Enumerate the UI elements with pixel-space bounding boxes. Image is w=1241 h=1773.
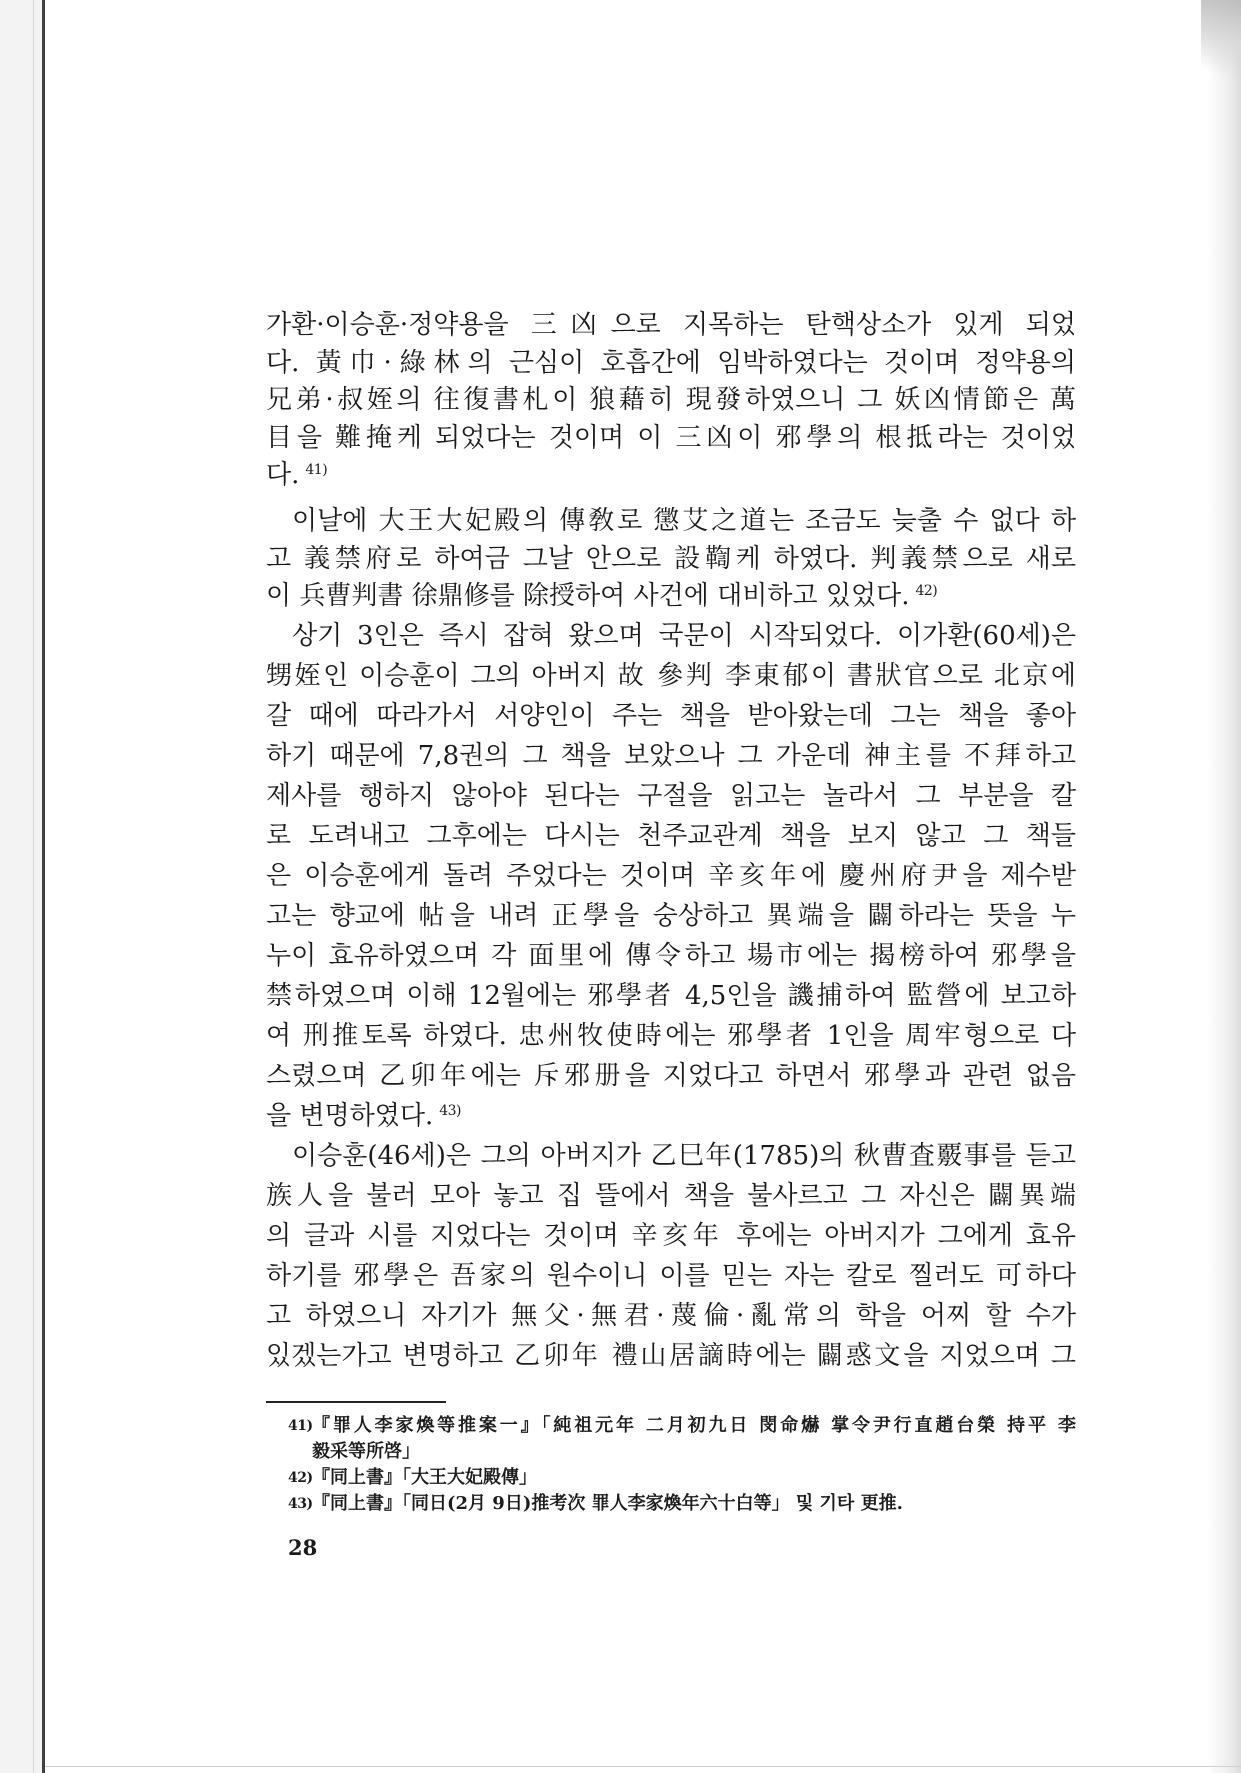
text-line-content: 다. (266, 460, 300, 490)
text-line-content: 을 변명하였다. (266, 1101, 434, 1131)
text-line: 이승훈(46세)은 그의 아버지가 乙巳年(1785)의 秋曹査覈事를 듣고 (292, 1141, 1076, 1171)
page-edge-right (1207, 0, 1241, 1773)
footnote-mark: 43) (288, 1496, 313, 1512)
footnote (288, 1413, 1076, 1439)
text-line: 갈 때에 따라가서 서양인이 주는 책을 받아왔는데 그는 책을 좋아 (266, 701, 1076, 731)
text-line (266, 1096, 1076, 1136)
paragraph (266, 1136, 1076, 1376)
footnote-ref: 41) (305, 462, 328, 478)
text-line: 禁하였으며 이해 12월에는 邪學者 4,5인을 譏捕하여 監營에 보고하 (266, 981, 1076, 1011)
footnote-mark: 41) (288, 1418, 313, 1434)
page-edge-left (42, 0, 45, 1773)
text-line: 이날에 大王大妃殿의 傳敎로 懲艾之道는 조금도 늦출 수 없다 하 (292, 506, 1076, 536)
text-line: 제사를 행하지 않아야 된다는 구절을 읽고는 놀라서 그 부분을 칼 (266, 781, 1076, 811)
text-line: 고는 향교에 帖을 내려 正學을 숭상하고 異端을 闢하라는 뜻을 누 (266, 901, 1076, 931)
text-line: 族人을 불러 모아 놓고 집 뜰에서 책을 불사르고 그 자신은 闢異端 (266, 1181, 1076, 1211)
text-line: 의 글과 시를 지었다는 것이며 辛亥年 후에는 아버지가 그에게 효유 (266, 1221, 1076, 1251)
footnote-ref: 42) (915, 583, 938, 599)
footnotes (288, 1413, 1076, 1517)
footnote-text: 『罪人李家煥等推案一』「純祖元年 二月初九日 閔命爀 掌令尹行直趙台榮 持平 李 (312, 1415, 1076, 1436)
footnote-text: 『同上書』「大王大妃殿傳」 (312, 1467, 537, 1488)
text-line: 은 이승훈에게 돌려 주었다는 것이며 辛亥年에 慶州府尹을 제수받 (266, 861, 1076, 891)
text-line: 로 도려내고 그후에는 다시는 천주교관계 책을 보지 않고 그 책들 (266, 821, 1076, 851)
text-line: 兄弟·叔姪의 往復書札이 狼藉히 現發하였으니 그 妖凶情節은 萬 (266, 385, 1076, 415)
footnote-text: 『同上書』「同日(2月 9日)推考次 罪人李家煥年六十白等」 및 기타 更推. (312, 1493, 903, 1514)
scan-edge-faint-line (33, 0, 34, 1773)
page-edge-bottom (45, 1766, 1241, 1767)
paragraph (266, 307, 1076, 495)
text-line (266, 578, 1076, 616)
text-line: 상기 3인은 즉시 잡혀 왔으며 국문이 시작되었다. 이가환(60세)은 (292, 621, 1076, 651)
text-line-content: 이 兵曹判書 徐鼎修를 除授하여 사건에 대비하고 있었다. (266, 581, 910, 611)
page-corner-shadow (1201, 0, 1241, 90)
footnote (288, 1465, 1076, 1491)
footnote-continuation: 毅采等所啓」 (312, 1441, 420, 1462)
text-line: 하기 때문에 7,8권의 그 책을 보았으나 그 가운데 神主를 不拜하고 (266, 741, 1076, 771)
text-line (266, 457, 1076, 495)
text-line: 目을 難掩케 되었다는 것이며 이 三凶이 邪學의 根抵라는 것이었 (266, 422, 1076, 453)
text-line: 고 義禁府로 하여금 그날 안으로 設鞫케 하였다. 判義禁으로 새로 (266, 543, 1076, 574)
page-margin-left (0, 0, 42, 1773)
text-line: 스렸으며 乙卯年에는 斥邪册을 지었다고 하면서 邪學과 관련 없음 (266, 1061, 1076, 1091)
text-line: 누이 효유하였으며 각 面里에 傳令하고 場市에는 揭榜하여 邪學을 (266, 941, 1076, 971)
paragraph (266, 503, 1076, 616)
footnote-rule (266, 1401, 446, 1403)
footnote-mark: 42) (288, 1470, 313, 1486)
text-line: 가환·이승훈·정약용을 三凶으로 지목하는 탄핵상소가 있게 되었 (266, 310, 1076, 340)
text-line: 있겠는가고 변명하고 乙卯年 禮山居謫時에는 闢惑文을 지었으며 그 (266, 1341, 1076, 1371)
text-line: 하기를 邪學은 吾家의 원수이니 이를 믿는 자는 칼로 찔러도 可하다 (266, 1261, 1076, 1291)
text-line: 여 刑推토록 하였다. 忠州牧使時에는 邪學者 1인을 周牢형으로 다 (266, 1021, 1076, 1051)
text-line: 甥姪인 이승훈이 그의 아버지 故 參判 李東郁이 書狀官으로 北京에 (266, 661, 1076, 691)
paragraph (266, 616, 1076, 1136)
footnote (288, 1491, 1076, 1517)
text-line: 다. 黃巾·綠林의 근심이 호흡간에 임박하였다는 것이며 정약용의 (266, 347, 1076, 378)
footnote-ref: 43) (439, 1103, 462, 1119)
page-number: 28 (288, 1535, 318, 1560)
text-line: 고 하였으니 자기가 無父·無君·蔑倫·亂常의 학을 어찌 할 수가 (266, 1301, 1076, 1331)
